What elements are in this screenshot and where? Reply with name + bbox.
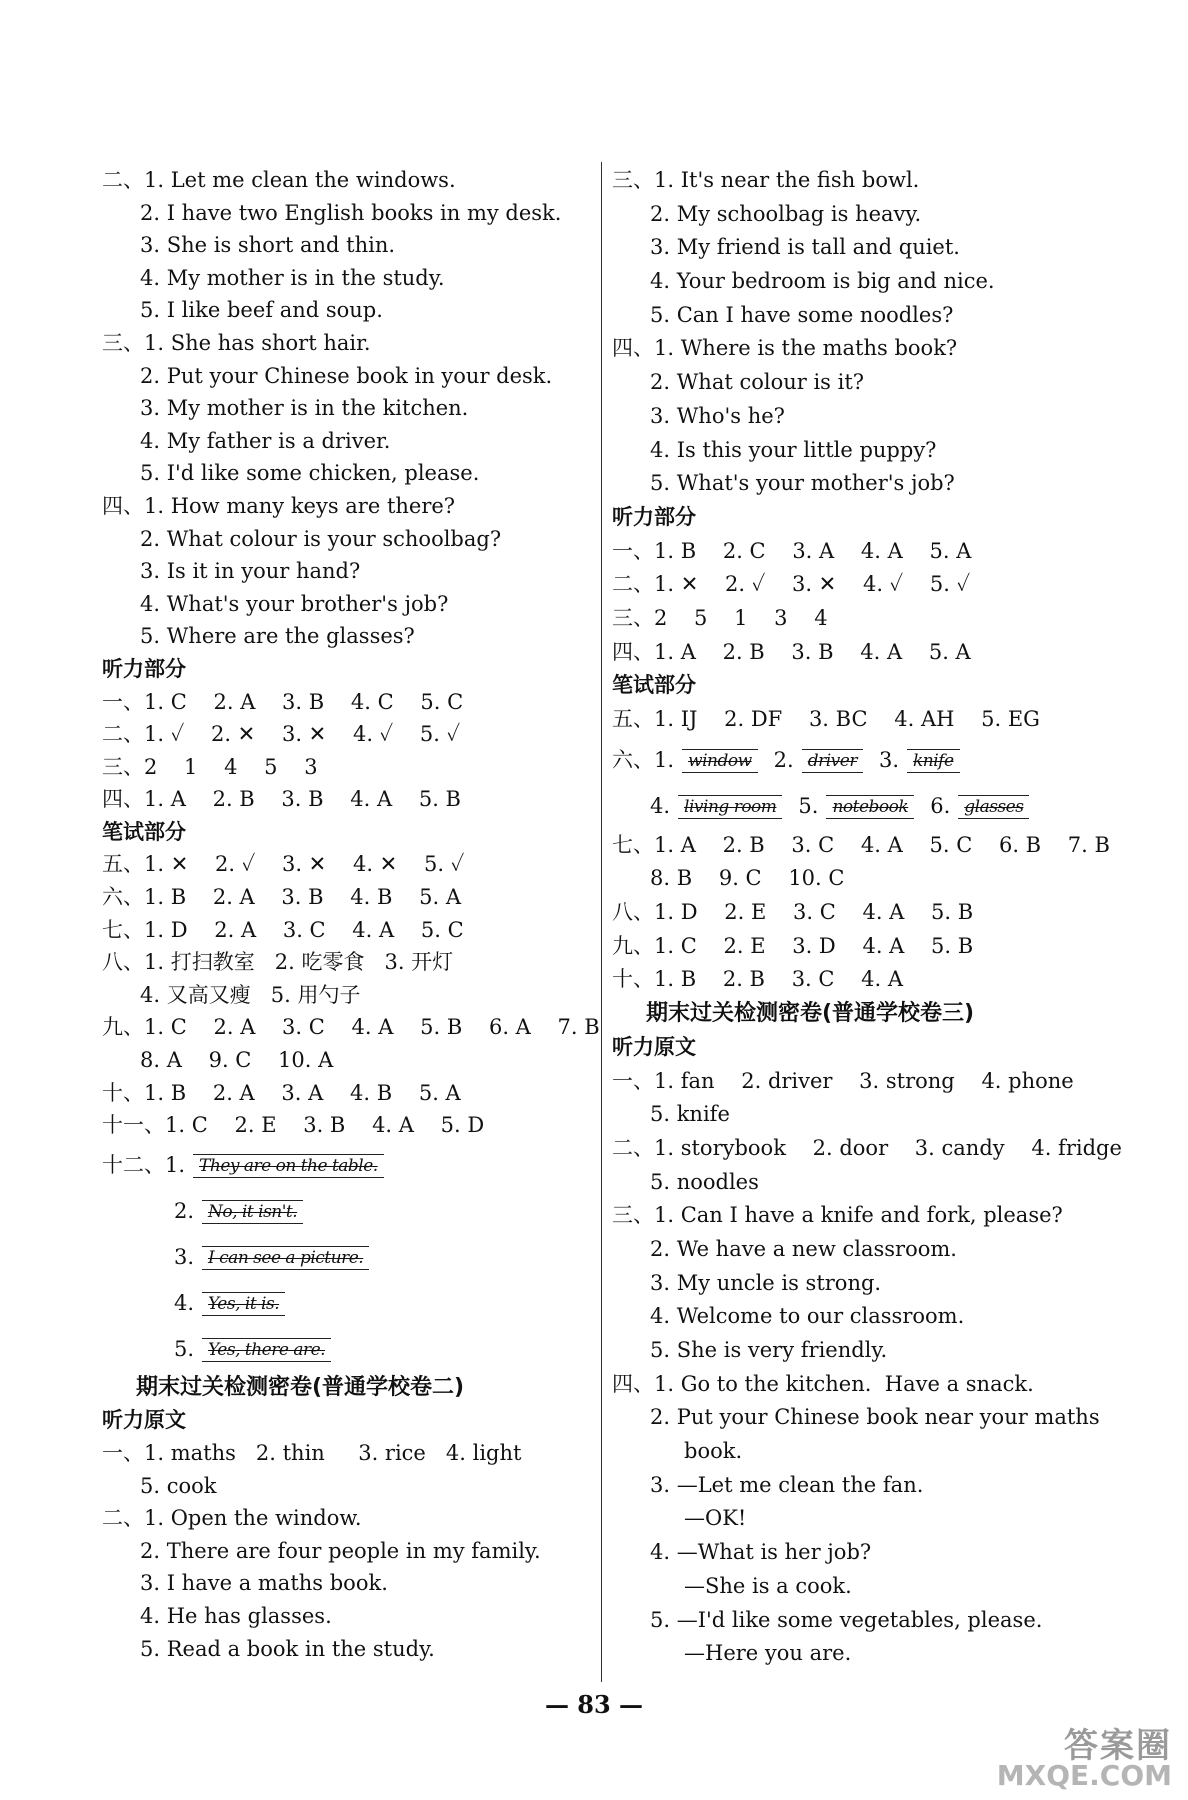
line-text: 4. My mother is in the study. <box>140 265 445 290</box>
answer-line <box>612 1199 1082 1233</box>
line-text: 四、1. Where is the maths book? <box>612 336 958 361</box>
answer-line <box>102 946 592 979</box>
line-text: 3. —Let me clean the fan. <box>650 1472 924 1497</box>
answer-line <box>102 1437 592 1470</box>
answer-line <box>102 1109 592 1142</box>
line-text: 八、1. D 2. E 3. C 4. A 5. B <box>612 900 974 925</box>
line-text: 3. Is it in your hand? <box>140 559 361 584</box>
line-text: book. <box>684 1439 743 1464</box>
line-text: 5. noodles <box>650 1169 759 1194</box>
answer-line <box>612 963 1082 997</box>
line-text: 4. —What is her job? <box>650 1540 872 1565</box>
answer-line <box>612 930 1082 964</box>
answer-line <box>612 265 1082 299</box>
line-text: 二、1. storybook 2. door 3. candy 4. fridge <box>612 1135 1122 1160</box>
line-text: 4. 又高又瘦 5. 用勺子 <box>140 982 361 1007</box>
line-text: 二、1. ✕ 2. ✓ 3. ✕ 4. ✓ 5. ✓ <box>612 572 971 597</box>
line-text: 8. A 9. C 10. A <box>140 1048 334 1073</box>
line-text: 2. My schoolbag is heavy. <box>650 201 922 226</box>
line-text: 4. What's your brother's job? <box>140 591 449 616</box>
handwritten-answer: No, it isn't. <box>202 1200 303 1224</box>
line-text: 八、1. 打扫教室 2. 吃零食 3. 开灯 <box>102 950 454 975</box>
line-text: 5. She is very friendly. <box>650 1338 888 1362</box>
line-text: 十一、1. C 2. E 3. B 4. A 5. D <box>102 1113 485 1138</box>
answer-line <box>102 523 592 556</box>
line-text: 九、1. C 2. A 3. C 4. A 5. B 6. A 7. B <box>102 1015 600 1040</box>
line-text: 3. <box>174 1244 195 1269</box>
line-text: 四、1. A 2. B 3. B 4. A 5. B <box>102 787 461 812</box>
answer-line <box>102 848 592 881</box>
line-text: 期末过关检测密卷(普通学校卷二) <box>136 1374 465 1400</box>
line-text: 3. Who's he? <box>650 403 785 428</box>
answer-line <box>612 636 1082 670</box>
answer-line <box>102 1011 600 1044</box>
line-text: 三、1. She has short hair. <box>102 330 371 355</box>
line-text: 四、1. How many keys are there? <box>102 493 456 518</box>
right-column <box>612 164 1122 1671</box>
line-text: 四、1. Go to the kitchen. Have a snack. <box>612 1371 1034 1396</box>
line-text: 三、1. Can I have a knife and fork, please? <box>612 1203 1063 1228</box>
answer-line <box>612 1368 1082 1402</box>
line-text: —OK! <box>684 1506 747 1531</box>
section-heading <box>102 653 592 686</box>
line-text: 听力部分 <box>612 504 696 529</box>
line-text: 二、1. Let me clean the windows. <box>102 168 456 192</box>
item-number: 2. <box>773 747 794 772</box>
handwritten-answer: Yes, there are. <box>202 1338 331 1362</box>
handwritten-word: notebook <box>826 795 914 819</box>
line-text: 2. <box>174 1198 195 1223</box>
line-text: 3. My friend is tall and quiet. <box>650 235 960 260</box>
line-text: 2. We have a new classroom. <box>650 1236 957 1261</box>
answer-line <box>612 1065 1082 1099</box>
line-text: 六、1. <box>612 747 675 772</box>
answer-line <box>102 425 592 458</box>
line-text: 四、1. A 2. B 3. B 4. A 5. A <box>612 639 971 664</box>
watermark-text: 答案圈 <box>1064 1726 1172 1766</box>
answer-line <box>102 1470 592 1503</box>
page-number: — 83 — <box>544 1690 644 1719</box>
answer-line <box>612 829 1110 863</box>
line-text: 二、1. ✓ 2. ✕ 3. ✕ 4. ✓ 5. ✓ <box>102 722 461 747</box>
answer-line <box>102 360 592 393</box>
answer-line <box>612 1435 1082 1469</box>
answer-line <box>612 1502 1082 1536</box>
line-text: 4. Is this your little puppy? <box>650 437 937 462</box>
section-heading <box>102 816 592 849</box>
answer-line <box>612 568 1082 602</box>
line-text: 笔试部分 <box>612 673 696 698</box>
item-number: 3. <box>878 747 899 772</box>
answer-line <box>612 1334 1082 1368</box>
answer-line <box>612 602 1082 636</box>
answer-line <box>102 783 592 816</box>
line-text: 2. Put your Chinese book near your maths <box>650 1405 1100 1430</box>
answer-line <box>612 737 1082 783</box>
line-text: 十二、1. <box>102 1152 186 1177</box>
handwritten-answer: They are on the table. <box>193 1154 384 1178</box>
line-text: 8. B 9. C 10. C <box>650 866 845 891</box>
answer-line <box>102 262 592 295</box>
answer-line <box>102 1142 592 1188</box>
handwritten-word: knife <box>907 749 960 773</box>
answer-line <box>102 327 592 360</box>
answer-line <box>102 1326 592 1372</box>
answer-line <box>612 1233 1082 1267</box>
section-title <box>102 1372 592 1405</box>
line-text: 5. cook <box>140 1473 217 1498</box>
line-text: 4. My father is a driver. <box>140 428 391 453</box>
answer-line <box>102 294 592 327</box>
line-text: 十、1. B 2. B 3. C 4. A <box>612 967 904 992</box>
line-text: 3. My mother is in the kitchen. <box>140 396 469 421</box>
line-text: 笔试部分 <box>102 819 186 844</box>
line-text: 5. Can I have some noodles? <box>650 302 954 327</box>
line-text: 5. Where are the glasses? <box>140 624 415 649</box>
line-text: 听力原文 <box>102 1408 186 1433</box>
answer-line <box>102 164 592 197</box>
line-text: 4. <box>650 793 671 818</box>
line-text: 五、1. ✕ 2. ✓ 3. ✕ 4. ✕ 5. ✓ <box>102 852 465 877</box>
line-text: 三、2 1 4 5 3 <box>102 754 318 779</box>
answer-line <box>102 1188 592 1234</box>
answer-line <box>612 299 1082 333</box>
handwritten-word: living room <box>678 795 782 819</box>
line-text: 3. She is short and thin. <box>140 233 396 258</box>
handwritten-word: driver <box>802 749 863 773</box>
line-text: 一、1. fan 2. driver 3. strong 4. phone <box>612 1068 1074 1093</box>
handwritten-word: glasses <box>958 795 1029 819</box>
line-text: 六、1. B 2. A 3. B 4. B 5. A <box>102 885 461 910</box>
answer-line <box>102 1234 592 1280</box>
answer-line <box>102 1567 592 1600</box>
answer-line <box>612 783 1082 829</box>
answer-line <box>612 896 1082 930</box>
answer-line <box>102 1077 592 1110</box>
line-text: 一、1. C 2. A 3. B 4. C 5. C <box>102 689 464 714</box>
line-text: 5. <box>174 1336 195 1361</box>
answer-line <box>102 1044 592 1077</box>
section-heading <box>102 1404 592 1437</box>
line-text: 2. I have two English books in my desk. <box>140 200 562 225</box>
answer-line <box>102 1502 592 1535</box>
answer-line <box>102 686 592 719</box>
line-text: 3. My uncle is strong. <box>650 1270 882 1295</box>
answer-line <box>612 535 1082 569</box>
answer-line <box>612 1604 1082 1638</box>
answer-line <box>612 1166 1082 1200</box>
line-text: 三、1. It's near the fish bowl. <box>612 168 920 192</box>
answer-line <box>612 1098 1082 1132</box>
line-text: 听力部分 <box>102 656 186 681</box>
answer-line <box>102 490 592 523</box>
answer-line <box>102 751 592 784</box>
watermark-url: MXQE.COM <box>996 1759 1172 1792</box>
line-text: 十、1. B 2. A 3. A 4. B 5. A <box>102 1080 461 1105</box>
line-text: 七、1. A 2. B 3. C 4. A 5. C 6. B 7. B <box>612 832 1110 857</box>
answer-line <box>102 555 592 588</box>
line-text: 5. Read a book in the study. <box>140 1636 435 1661</box>
line-text: 九、1. C 2. E 3. D 4. A 5. B <box>612 933 974 958</box>
column-divider <box>601 162 602 1682</box>
line-text: 3. I have a maths book. <box>140 1571 388 1596</box>
answer-line <box>612 164 1082 198</box>
line-text: 一、1. B 2. C 3. A 4. A 5. A <box>612 538 972 563</box>
answer-line <box>612 1570 1082 1604</box>
answer-line <box>102 979 592 1012</box>
item-number: 6. <box>930 793 951 818</box>
answer-line <box>612 1401 1100 1435</box>
answer-line <box>102 620 592 653</box>
answer-line <box>612 1469 1082 1503</box>
line-text: 4. He has glasses. <box>140 1603 332 1628</box>
line-text: 5. I'd like some chicken, please. <box>140 461 480 486</box>
line-text: —Here you are. <box>684 1641 852 1666</box>
answer-line <box>612 1536 1082 1570</box>
line-text: 5. —I'd like some vegetables, please. <box>650 1607 1043 1632</box>
line-text: 2. Put your Chinese book in your desk. <box>140 363 553 388</box>
answer-line <box>612 703 1082 737</box>
answer-line <box>612 1132 1122 1166</box>
line-text: 4. Your bedroom is big and nice. <box>650 269 995 294</box>
answer-line <box>102 392 592 425</box>
watermark-logo <box>996 1718 1180 1794</box>
line-text: 三、2 5 1 3 4 <box>612 605 828 630</box>
answer-line <box>612 198 1082 232</box>
line-text: 5. knife <box>650 1102 730 1127</box>
line-text: 七、1. D 2. A 3. C 4. A 5. C <box>102 917 464 942</box>
handwritten-word: window <box>682 749 758 773</box>
line-text: 2. What colour is it? <box>650 370 865 395</box>
line-text: 听力原文 <box>612 1034 696 1059</box>
answer-line <box>612 862 1082 896</box>
section-heading <box>612 1031 1082 1065</box>
answer-line <box>612 366 1082 400</box>
line-text: —She is a cook. <box>684 1573 852 1598</box>
answer-line <box>102 1633 592 1666</box>
line-text: 期末过关检测密卷(普通学校卷三) <box>646 1001 975 1027</box>
item-number: 5. <box>798 793 819 818</box>
line-text: 5. What's your mother's job? <box>650 471 955 496</box>
answer-line <box>102 881 592 914</box>
section-heading <box>612 669 1082 703</box>
answer-line <box>102 588 592 621</box>
handwritten-answer: Yes, it is. <box>202 1292 285 1316</box>
handwritten-answer: I can see a picture. <box>202 1246 369 1270</box>
answer-line <box>612 467 1082 501</box>
answer-line <box>612 400 1082 434</box>
answer-line <box>102 457 592 490</box>
section-title <box>612 997 1082 1031</box>
line-text: 五、1. IJ 2. DF 3. BC 4. AH 5. EG <box>612 707 1040 731</box>
line-text: 4. Welcome to our classroom. <box>650 1304 965 1329</box>
answer-line <box>102 914 592 947</box>
answer-line <box>612 434 1082 468</box>
answer-line <box>612 231 1082 265</box>
line-text: 一、1. maths 2. thin 3. rice 4. light <box>102 1441 522 1465</box>
answer-line <box>612 1637 1082 1671</box>
line-text: 二、1. Open the window. <box>102 1506 362 1531</box>
line-text: 2. There are four people in my family. <box>140 1538 541 1563</box>
answer-line <box>102 718 592 751</box>
line-text: 5. I like beef and soup. <box>140 298 383 323</box>
left-column <box>102 164 600 1665</box>
answer-line <box>102 1600 592 1633</box>
answer-line <box>102 229 592 262</box>
answer-line <box>612 1300 1082 1334</box>
answer-line <box>102 1535 592 1568</box>
answer-line <box>102 197 592 230</box>
answer-line <box>102 1280 592 1326</box>
line-text: 2. What colour is your schoolbag? <box>140 526 502 551</box>
section-heading <box>612 501 1082 535</box>
line-text: 4. <box>174 1290 195 1315</box>
answer-line <box>612 332 1082 366</box>
answer-line <box>612 1267 1082 1301</box>
